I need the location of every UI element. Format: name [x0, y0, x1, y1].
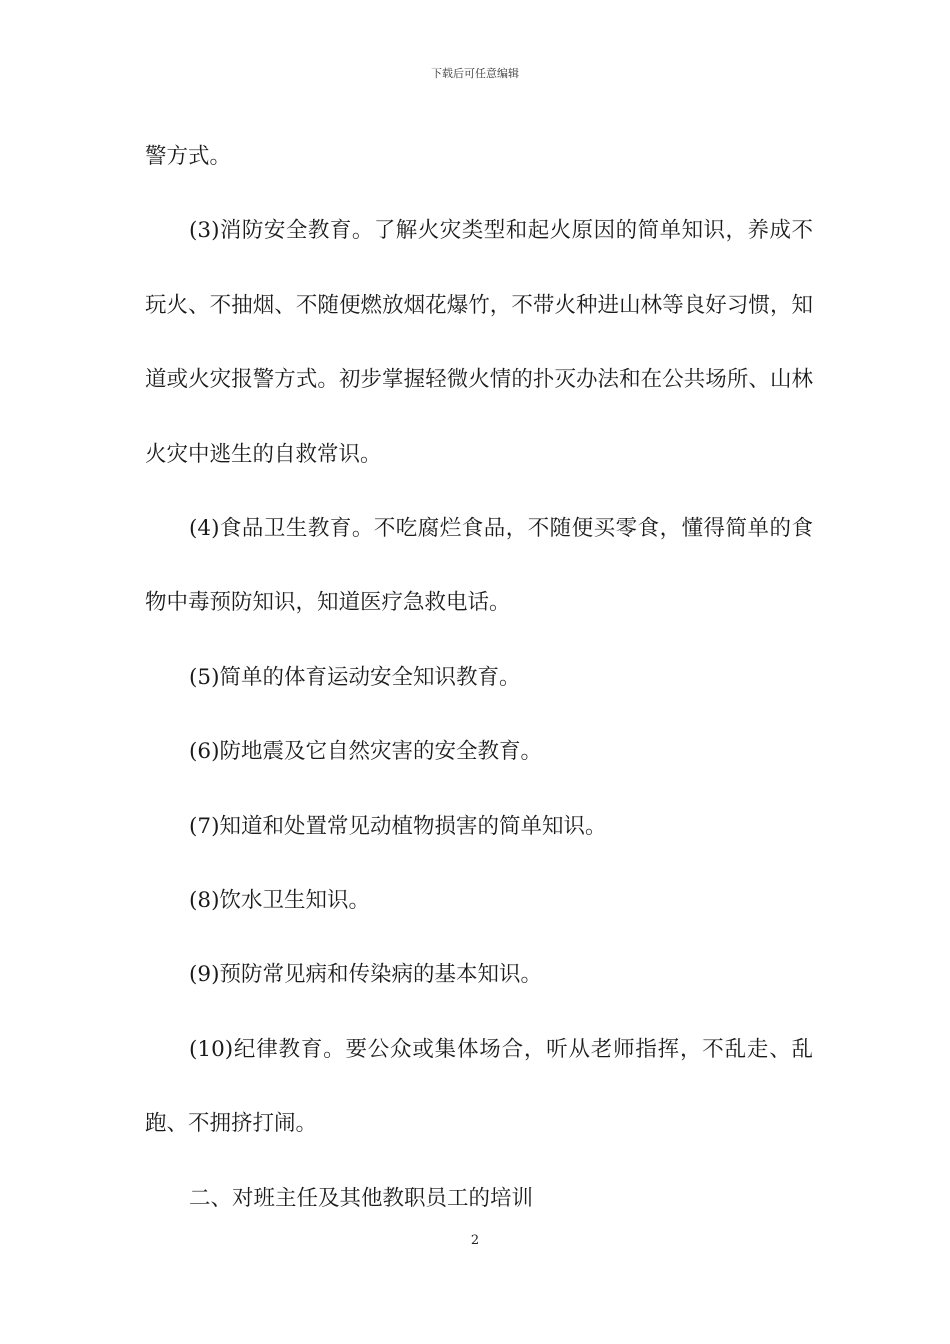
- paragraph-item-7: (7)知道和处置常见动植物损害的简单知识。: [189, 813, 607, 839]
- paragraph-item-8: (8)饮水卫生知识。: [189, 888, 370, 914]
- paragraph-item-6: (6)防地震及它自然灾害的安全教育。: [189, 739, 542, 765]
- paragraph-item-5: (5)简单的体育运动安全知识教育。: [189, 664, 521, 690]
- section-heading: 二、对班主任及其他教职员工的培训: [189, 1185, 534, 1211]
- page-number: 2: [470, 1233, 480, 1248]
- paragraph-item-3: (3)消防安全教育。了解火灾类型和起火原因的简单知识，养成不玩火、不抽烟、不随便燃放烟花爆竹，不带火种进山林等良好习惯，知道或火灾报警方式。初步掌握轻微火情的扑灭办法和在公共场所、山林火灾中逃生的自救常识。: [145, 218, 813, 467]
- paragraph-item-10: (10)纪律教育。要公众或集体场合，听从老师指挥，不乱走、乱跑、不拥挤打闹。: [145, 1036, 813, 1137]
- paragraph-item-4: (4)食品卫生教育。不吃腐烂食品，不随便买零食，懂得简单的食物中毒预防知识，知道医疗急救电话。: [145, 516, 813, 616]
- document-body: [145, 120, 813, 1236]
- paragraph-continuation: 警方式。: [145, 144, 232, 169]
- paragraph-item-9: (9)预防常见病和传染病的基本知识。: [189, 962, 542, 988]
- page-header: 下载后可任意编辑: [431, 67, 519, 80]
